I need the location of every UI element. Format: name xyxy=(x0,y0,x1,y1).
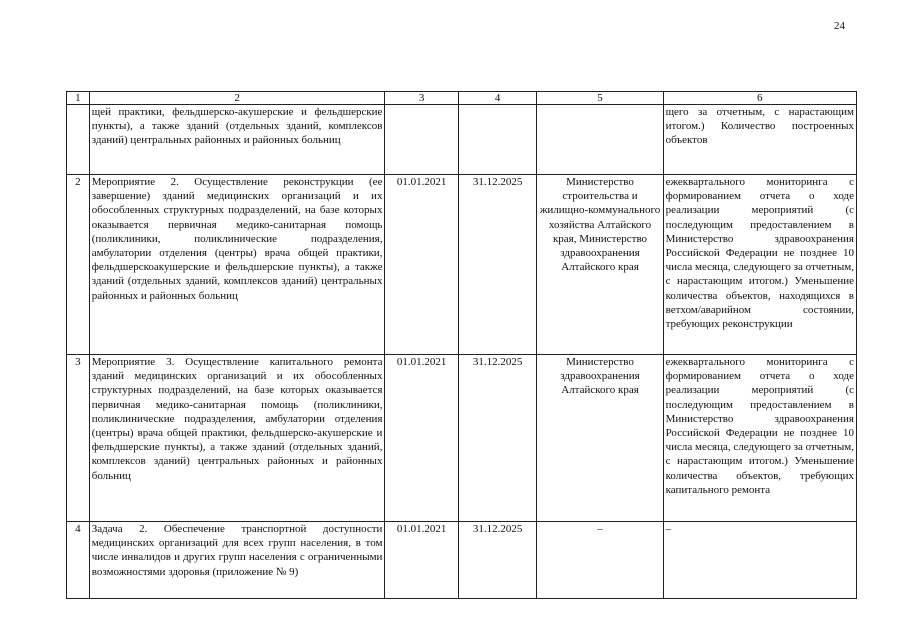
header-col-4: 4 xyxy=(458,92,537,105)
executor: Министерство здравоохранения Алтайского края xyxy=(537,355,663,522)
page-number: 24 xyxy=(834,20,845,32)
table-row xyxy=(67,175,857,355)
indicator: – xyxy=(663,522,856,599)
header-col-3: 3 xyxy=(385,92,458,105)
task-description: Мероприятие 3. Осуществление капитального ремонта зданий медицинских организаций и их обособленных структурных подразделений, на базе которых оказывается первичная медико-санитарная помощь (поликлиники, поликлинические подразделения, амбулатории отделения (центры) врача общей практики, фельдшерско-акушерские и фельдшерские пункты), а также зданий (отдельных зданий, комплексов зданий) центральных районных и районных больниц xyxy=(89,355,385,522)
table-row xyxy=(67,522,857,599)
header-row xyxy=(67,92,857,105)
start-date xyxy=(385,105,458,175)
header-col-1: 1 xyxy=(67,92,90,105)
task-description: Мероприятие 2. Осуществление реконструкции (ее завершение) зданий медицинских организаций и их обособленных структурных подразделений, на базе которых оказывается первичная медико-санитарная помощь (поликлиники, поликлинические подразделения, амбулатории отделения (центры) врача общей практики, фельдшерскоакушерские и фельдшерские пункты), а также зданий (отдельных зданий, комплексов зданий) центральных районных и районных больниц xyxy=(89,175,385,355)
row-number: 4 xyxy=(67,522,90,599)
row-number xyxy=(67,105,90,175)
header-col-6: 6 xyxy=(663,92,856,105)
row-number: 2 xyxy=(67,175,90,355)
table-row xyxy=(67,105,857,175)
end-date: 31.12.2025 xyxy=(458,522,537,599)
executor xyxy=(537,105,663,175)
end-date: 31.12.2025 xyxy=(458,175,537,355)
table-row xyxy=(67,355,857,522)
indicator: ежеквартального мониторинга с формированием отчета о ходе реализации мероприятий (с последующим предоставлением в Министерство здравоохранения Российской Федерации не позднее 10 числа месяца, следующего за отчетным, с нарастающим итогом.) Уменьшение количества объектов, находящихся в ветхом/аварийном состоянии, требующих реконструкции xyxy=(663,175,856,355)
header-col-5: 5 xyxy=(537,92,663,105)
header-col-2: 2 xyxy=(89,92,385,105)
indicator: ежеквартального мониторинга с формированием отчета о ходе реализации мероприятий (с последующим предоставлением в Министерство здравоохранения Российской Федерации не позднее 10 числа месяца, следующего за отчетным, с нарастающим итогом.) Уменьшение количества объектов, требующих капитального ремонта xyxy=(663,355,856,522)
task-description: Задача 2. Обеспечение транспортной доступности медицинских организаций для всех групп населения, в том числе инвалидов и других групп населения с ограниченными возможностями здоровья (приложение № 9) xyxy=(89,522,385,599)
executor: Министерство строительства и жилищно-коммунального хозяйства Алтайского края, Министерство здравоохранения Алтайского края xyxy=(537,175,663,355)
end-date: 31.12.2025 xyxy=(458,355,537,522)
indicator: щего за отчетным, с нарастающим итогом.) Количество построенных объектов xyxy=(663,105,856,175)
end-date xyxy=(458,105,537,175)
row-number: 3 xyxy=(67,355,90,522)
start-date: 01.01.2021 xyxy=(385,175,458,355)
start-date: 01.01.2021 xyxy=(385,355,458,522)
executor: – xyxy=(537,522,663,599)
program-table xyxy=(66,91,857,599)
start-date: 01.01.2021 xyxy=(385,522,458,599)
task-description: щей практики, фельдшерско-акушерские и фельдшерские пункты), а также зданий (отдельных зданий, комплексов зданий) центральных районных и районных больниц xyxy=(89,105,385,175)
